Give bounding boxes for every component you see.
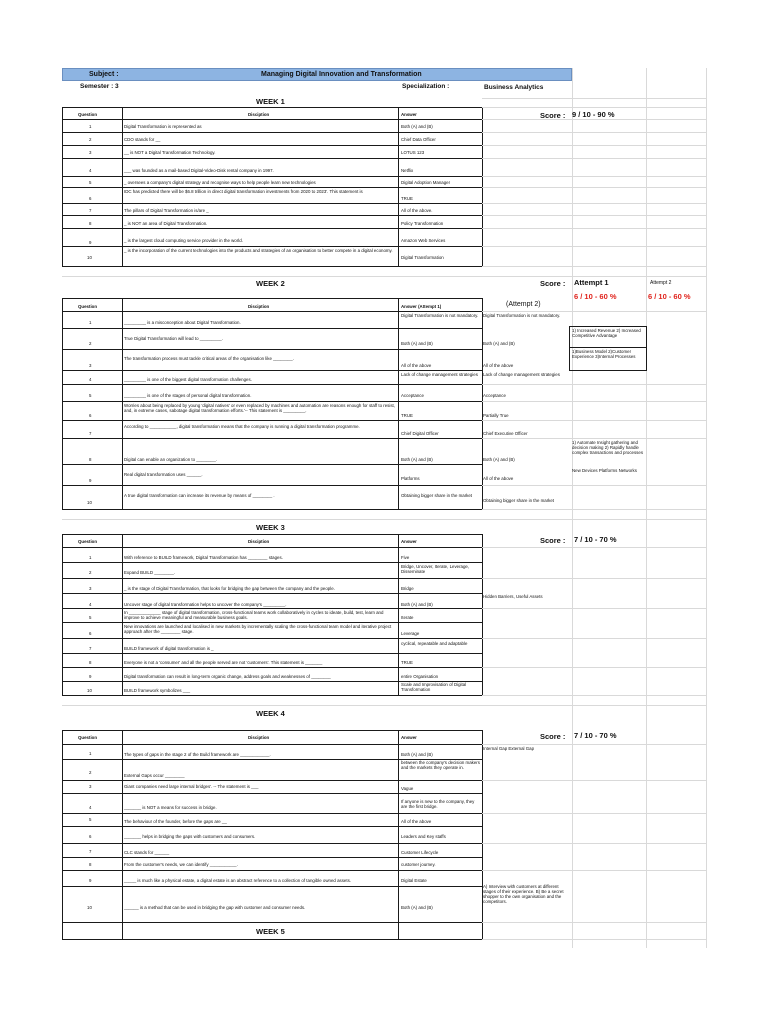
spreadsheet: Subject : Managing Digital Innovation and Transformation Semester : 3 Specialization : Business Analytics WEEK 1 Question Disciption Answer Score : 9 / 10 - 90 % 1 Digital Transformation is represented as Both (A) and (B) 2 CDO stands for __ Chief Data Officer 3 __ is NOT a Digital Transformation Technology. LOTUS 123 4 ___ was founded as a mail-based Digital-Video-Disk rental company in 1997. Netflix 5 _ oversees a company's digital strategy and recognise ways to help people learn new technologies Digital Adoption Manager 6 IDC has predicted there will be $6.8 trillion in direct digital transformation investments from 2020 to 2023'. This statement is TRUE 7 The pillars of Digital Transformation is/are _ All of the above. 8 _ is NOT an area of Digital Transformation. Policy Transformation 9 _ is the largest cloud computing service provider in the world. Amazon Web Services 10 _ is the incorporation of the current technologies into the products and strategies of an organisation to better compete in a digital economy. Digital Transformation WEEK 2 Score : Attempt 1 Attempt 2 6 / 10 - 60 % 6 / 10 - 60 % Question Disciption Answer (Attempt 1) (Attempt 2) 1 _________ is a misconception about Digital Transformation. Digital Transformation is not mandatory. Digital Transformation is not mandatory. 2 True Digital Transformation will lead to _________. Both (A) and (B) Both (A) and (B) 3 The transformation process must tackle critical areas of the organisation like ________. All of the above All of the above 4 _________ is one of the biggest digital transformation challenges. Lack of change management strategies Lack of change management strategies 5 _________ is one of the stages of personal digital transformation. Acceptance Acceptance 6 Worries about being replaced by young 'digital natives' or even replaced by machines and automation are reasons enough for staff to resist, and, in extreme cases, sabotage digital transformation efforts.'-- This statement is _________. TRUE Partially True 7 According to ___________, digital transformation means that the company is running a digital transformation programme. Chief Digital Officer Chief Executive Officer 8 Digital can enable an organization to ________. Both (A) and (B) Both (A) and (B) 9 Real digital transformation uses ______. Platforms All of the above 10 A true digital transformation can increase its revenue by means of ________ . Obtaining bigger share in the market Obtaining bigger share in the market 1) Increased Revenue 2) Increased Competitive Advantage 1)Business Model 2)Customer Experience 3)Internal Processes 1) Automate Insight gathering and decision making 2) Rapidly handle complex transactions and processes New Devices Platforms Networks WEEK 3 Score : 7 / 10 - 70 % Question Disciption Answer 1 With reference to BUILD framework, Digital Transformation has ________ stages. Five 2 Expand BUILD ________. Bridge, Uncover, Iterate, Leverage, Disseminate 3 _ is the stage of Digital Transformation, that looks for bridging the gap between the company and the people. Bridge 4 Uncover stage of digital transformation helps to uncover the company's _________. Both (A) and (B) 5 In _____________ stage of digital transformation, cross-functional teams work collaboratively in cycles to ideate, build, test, learn and improve to achieve meaningful and measurable business goals. Iterate 6 New innovations are launched and localised in new markets by incrementally scaling the cross-functional team model and iterative project approach after the ________ stage. Leverage 7 BUILD framework of digital transformation is _ cyclical, repeatable and adaptable 8 Everyone is not a 'consumer' and all the people served are not 'customers'. This statement is _______ TRUE 9 Digital transformation can result in long-term organic change, address goals and weaknesses of ________ entire Organisation 10 BUILD framework symbolizes ___ Scale and Improvisation of Digital Transformation Hidden Barriers, Useful Assets WEEK 4 Score : 7 / 10 - 70 % Question Disciption Answer 1 The types of gaps in the stage 2 of the Build framework are ____________. Both (A) and (B) 2 External Gaps occur ________ between the company's decision makers and the markets they operate in. 3 Giant companies need large internal bridges'. -- The statement is ___ Vague 4 _______ is NOT a means for success in bridge. If anyone is new to the company, they are the first bridge. 5 The behaviour of the founder, before the gaps are __ All of the above 6 _______ helps in bridging the gaps with customers and consumers. Leaders and Key staffs 7 CLC stands for ______ Customer Lifecycle 8 From the customer's needs, we can identify ___________. customer journey. 9 _____ is much like a physical estate, a digital estate is an abstract reference to a collection of tangible owned assets. Digital Estate 10 ______ is a method that can be used in bridging the gap with customer and consumer needs. Both (A) and (B) Internal Gap External Gap A) Interview with customers at different stages of their experience. B) Be a secret shopper to the own organisation and the competitors. WEEK 5 bbox=[62, 68, 706, 948]
col-question: Question bbox=[78, 735, 98, 740]
week2-attempt1: Attempt 1 bbox=[574, 278, 609, 287]
week2-score-label: Score : bbox=[540, 279, 566, 288]
week2-note-row8: 1) Automate Insight gathering and decision making 2) Rapidly handle complex transactions and processes bbox=[572, 440, 644, 455]
week4-score-value: 7 / 10 - 70 % bbox=[574, 731, 617, 740]
week2-score-attempt2: 6 / 10 - 60 % bbox=[648, 292, 691, 301]
week1-score-value: 9 / 10 - 90 % bbox=[572, 110, 615, 119]
semester-label: Semester : 3 bbox=[80, 83, 119, 90]
col-disciption: Disciption bbox=[248, 112, 270, 117]
col-answer: Answer bbox=[401, 735, 417, 740]
week2-note-row9: New Devices Platforms Networks bbox=[572, 468, 637, 473]
subject-header-bar bbox=[62, 68, 572, 81]
col-question: Question bbox=[78, 539, 98, 544]
col-disciption: Disciption bbox=[248, 539, 270, 544]
col-answer: Answer bbox=[401, 539, 417, 544]
week1-score-label: Score : bbox=[540, 111, 566, 120]
col-answer-attempt1: Answer (Attempt 1) bbox=[401, 304, 442, 309]
week3-score-label: Score : bbox=[540, 536, 566, 545]
week4-note-row1: Internal Gap External Gap bbox=[483, 746, 535, 751]
week4-title: WEEK 4 bbox=[256, 709, 285, 718]
col-disciption: Disciption bbox=[248, 735, 270, 740]
week3-title: WEEK 3 bbox=[256, 523, 285, 532]
week4-note-row10: A) Interview with customers at different stages of their experience. B) Be a secret shopper to the own organisation and the competitors. bbox=[483, 884, 564, 904]
week2-score-attempt1: 6 / 10 - 60 % bbox=[574, 292, 617, 301]
col-question: Question bbox=[78, 112, 98, 117]
subject-value: Managing Digital Innovation and Transformation bbox=[261, 71, 422, 78]
col-disciption: Disciption bbox=[248, 304, 270, 309]
col-attempt2: (Attempt 2) bbox=[506, 301, 541, 308]
week2-note-row3: 1)Business Model 2)Customer Experience 3)Internal Processes bbox=[572, 349, 636, 359]
col-question: Question bbox=[78, 304, 98, 309]
week2-note-row2: 1) Increased Revenue 2) Increased Competitive Advantage bbox=[572, 328, 641, 338]
week5-title: WEEK 5 bbox=[256, 927, 285, 936]
week4-score-label: Score : bbox=[540, 732, 566, 741]
subject-label: Subject : bbox=[89, 71, 119, 78]
week3-note-row4: Hidden Barriers, Useful Assets bbox=[483, 594, 543, 599]
week3-score-value: 7 / 10 - 70 % bbox=[574, 535, 617, 544]
week2-attempt2-small: Attempt 2 bbox=[650, 280, 672, 286]
col-answer: Answer bbox=[401, 112, 417, 117]
specialization-value: Business Analytics bbox=[484, 84, 544, 91]
week1-title: WEEK 1 bbox=[256, 97, 285, 106]
specialization-label: Specialization : bbox=[402, 83, 450, 90]
week2-title: WEEK 2 bbox=[256, 279, 285, 288]
